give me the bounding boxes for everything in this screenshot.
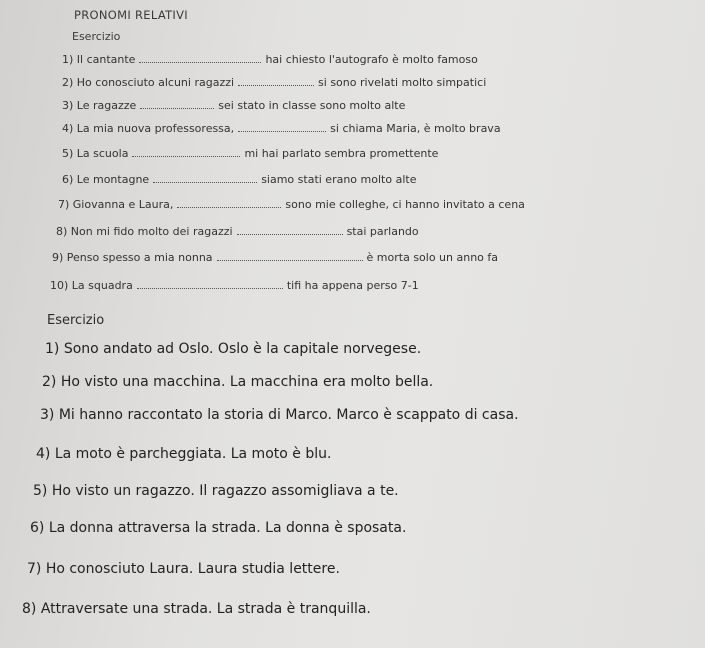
item-text-after: tifi ha appena perso 7-1	[286, 279, 419, 292]
fill-in-blank	[238, 122, 326, 132]
item-text-after: si sono rivelati molto simpatici	[318, 76, 487, 89]
fill-in-blank	[217, 251, 363, 261]
item-text-after: si chiama Maria, è molto brava	[330, 122, 501, 135]
item-text-before: 4) La mia nuova professoressa,	[62, 122, 235, 135]
exercise-1-item	[56, 225, 419, 238]
exercise-2-item: 1) Sono andato ad Oslo. Oslo è la capitale norvegese.	[45, 341, 422, 357]
exercise-2-item: 3) Mi hanno raccontato la storia di Marco. Marco è scappato di casa.	[40, 407, 519, 423]
item-text-after: sono mie colleghe, ci hanno invitato a cena	[285, 198, 525, 211]
item-text-before: 8) Non mi fido molto dei ragazzi	[56, 225, 233, 238]
exercise-1-item	[62, 53, 478, 66]
item-text-before: 10) La squadra	[50, 279, 133, 292]
exercise-2-item: 8) Attraversate una strada. La strada è tranquilla.	[22, 601, 371, 617]
item-text-before: 9) Penso spesso a mia nonna	[52, 251, 213, 264]
item-text-before: 5) La scuola	[62, 147, 129, 160]
exercise-2-item: 5) Ho visto un ragazzo. Il ragazzo assomigliava a te.	[33, 483, 399, 499]
item-text-after: è morta solo un anno fa	[366, 251, 499, 264]
page-title: PRONOMI RELATIVI	[74, 8, 188, 22]
fill-in-blank	[132, 147, 240, 157]
item-text-after: stai parlando	[346, 225, 419, 238]
fill-in-blank	[139, 53, 261, 63]
exercise-1-item	[50, 279, 419, 292]
exercise-1-item	[62, 99, 405, 112]
exercise-1-item	[62, 76, 486, 89]
fill-in-blank	[177, 198, 281, 208]
exercise-2-item: 7) Ho conosciuto Laura. Laura studia lettere.	[27, 561, 340, 577]
item-text-after: sei stato in classe sono molto alte	[218, 99, 406, 112]
exercise-1-item	[62, 147, 438, 160]
exercise-2-item: 2) Ho visto una macchina. La macchina era molto bella.	[42, 374, 434, 390]
fill-in-blank	[137, 279, 283, 289]
item-text-before: 7) Giovanna e Laura,	[58, 198, 174, 211]
item-text-after: siamo stati erano molto alte	[261, 173, 417, 186]
exercise-2-item: 4) La moto è parcheggiata. La moto è blu.	[36, 446, 332, 462]
item-text-after: hai chiesto l'autografo è molto famoso	[265, 53, 478, 66]
fill-in-blank	[153, 173, 257, 183]
exercise-1-item	[62, 173, 416, 186]
fill-in-blank	[237, 225, 343, 235]
item-text-after: mi hai parlato sembra promettente	[244, 147, 439, 160]
item-text-before: 3) Le ragazze	[62, 99, 137, 112]
item-text-before: 1) Il cantante	[62, 53, 136, 66]
exercise-1-item	[58, 198, 525, 211]
exercise-2-heading: Esercizio	[47, 313, 105, 328]
exercise-1-heading: Esercizio	[72, 30, 121, 43]
exercise-1-item	[52, 251, 498, 264]
item-text-before: 2) Ho conosciuto alcuni ragazzi	[62, 76, 235, 89]
exercise-1-item	[62, 122, 501, 135]
fill-in-blank	[140, 99, 214, 109]
fill-in-blank	[238, 76, 314, 86]
exercise-2-item: 6) La donna attraversa la strada. La donna è sposata.	[30, 520, 407, 536]
item-text-before: 6) Le montagne	[62, 173, 150, 186]
